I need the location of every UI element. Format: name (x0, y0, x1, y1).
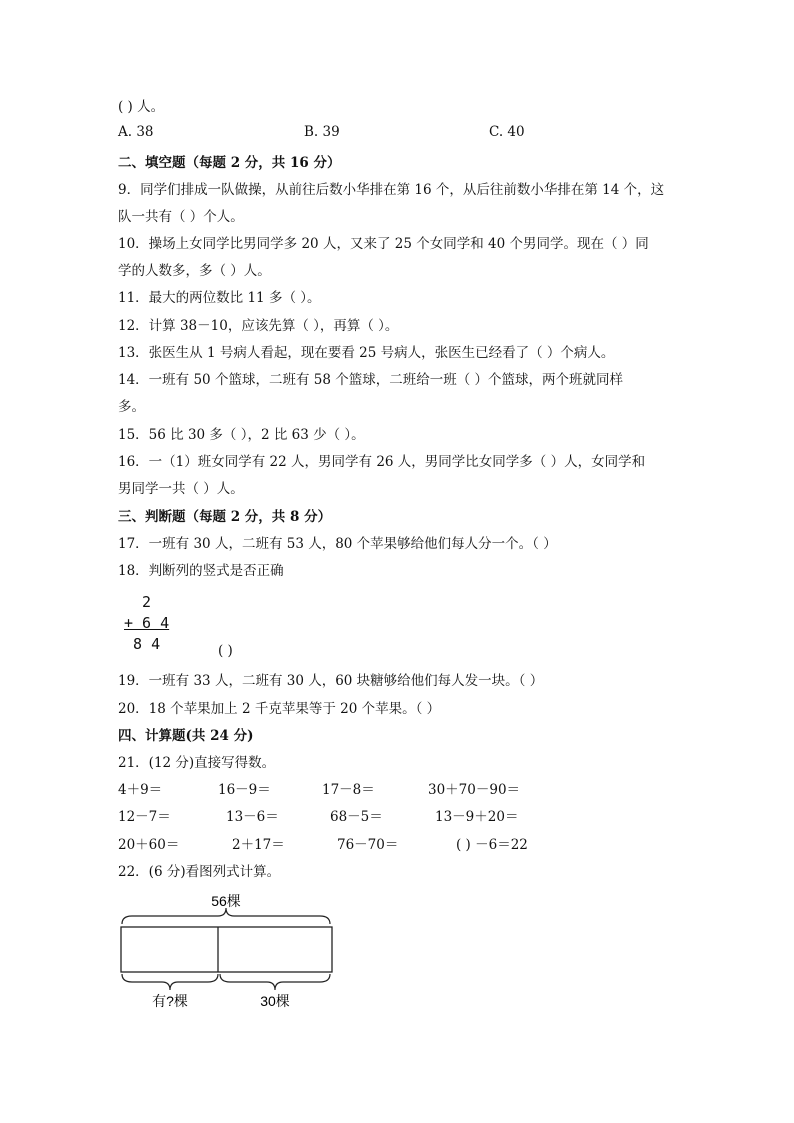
q14-line-1: 14．一班有 50 个篮球，二班有 58 个篮球，二班给一班（ ）个篮球，两个班就同样 (118, 372, 623, 388)
q8-tail: ( ) 人。 (118, 99, 165, 115)
q9-line-2: 队一共有（ ）个人。 (118, 209, 244, 225)
q16-line-1: 16．一（1）班女同学有 22 人，男同学有 26 人，男同学比女同学多（ ）人，女同学和 (118, 454, 646, 470)
vertical-row-3: 8 4 (124, 635, 161, 653)
total-rectangle (121, 927, 332, 972)
calc-r1-c4: 30＋70－90＝ (428, 782, 521, 798)
section-3-title: 三、判断题（每题 2 分，共 8 分） (118, 509, 332, 525)
q13: 13．张医生从 1 号病人看起，现在要看 25 号病人，张医生已经看了（ ）个病人。 (118, 345, 615, 361)
known-label: 30棵 (260, 993, 290, 1009)
total-label: 56棵 (211, 893, 241, 909)
section-2-title: 二、填空题（每题 2 分，共 16 分） (118, 155, 341, 171)
q22: 22．(6 分)看图列式计算。 (118, 864, 281, 880)
q19: 19．一班有 33 人，二班有 30 人，60 块糖够给他们每人发一块。（ ） (118, 673, 544, 689)
q11: 11．最大的两位数比 11 多（ ）。 (118, 290, 321, 306)
q15: 15．56 比 30 多（ ），2 比 63 少（ ）。 (118, 427, 365, 443)
q17: 17．一班有 30 人，二班有 53 人，80 个苹果够给他们每人分一个。（ ） (118, 536, 557, 552)
q21: 21．(12 分)直接写得数。 (118, 755, 276, 771)
calc-r3-c2: 2＋17＝ (232, 837, 285, 853)
right-bottom-brace (220, 974, 330, 990)
q22-diagram (110, 888, 350, 1018)
q16-line-2: 男同学一共（ ）人。 (118, 481, 244, 497)
q8-option-a: A. 38 (118, 124, 154, 140)
calc-r2-c1: 12－7＝ (118, 809, 171, 825)
q10-line-1: 10．操场上女同学比男同学多 20 人，又来了 25 个女同学和 40 个男同学。现在（ ）同 (118, 236, 649, 252)
q12: 12．计算 38－10，应该先算（ ），再算（ ）。 (118, 318, 399, 334)
calc-r3-c4: ( ) －6＝22 (456, 837, 528, 853)
calc-r2-c2: 13－6＝ (226, 809, 279, 825)
calc-r3-c1: 20＋60＝ (118, 837, 180, 853)
calc-r2-c4: 13－9＋20＝ (435, 809, 519, 825)
calc-r1-c2: 16－9＝ (218, 782, 271, 798)
q8-option-b: B. 39 (304, 124, 340, 140)
q8-option-c: C. 40 (489, 124, 525, 140)
q18-vertical-calculation (124, 592, 169, 655)
left-bottom-brace (122, 974, 218, 990)
calc-r1-c1: 4＋9＝ (118, 782, 163, 798)
calc-r1-c3: 17－8＝ (322, 782, 375, 798)
q14-line-2: 多。 (118, 399, 145, 415)
q18-answer-paren: ( ) (218, 643, 233, 659)
q20: 20．18 个苹果加上 2 千克苹果等于 20 个苹果。（ ） (118, 701, 441, 717)
vertical-row-1: 2 (124, 593, 152, 611)
q10-line-2: 学的人数多，多（ ）人。 (118, 263, 271, 279)
q18: 18．判断列的竖式是否正确 (118, 563, 284, 579)
calc-r2-c3: 68－5＝ (330, 809, 383, 825)
top-brace (122, 908, 330, 924)
vertical-row-2: + 6 4 (124, 614, 170, 632)
line-segment-diagram (110, 888, 350, 1018)
calc-r3-c3: 76－70＝ (337, 837, 399, 853)
q9-line-1: 9．同学们排成一队做操，从前往后数小华排在第 16 个，从后往前数小华排在第 14 个，这 (118, 182, 665, 198)
unknown-label: 有?棵 (152, 993, 188, 1009)
section-4-title: 四、计算题(共 24 分) (118, 728, 254, 744)
